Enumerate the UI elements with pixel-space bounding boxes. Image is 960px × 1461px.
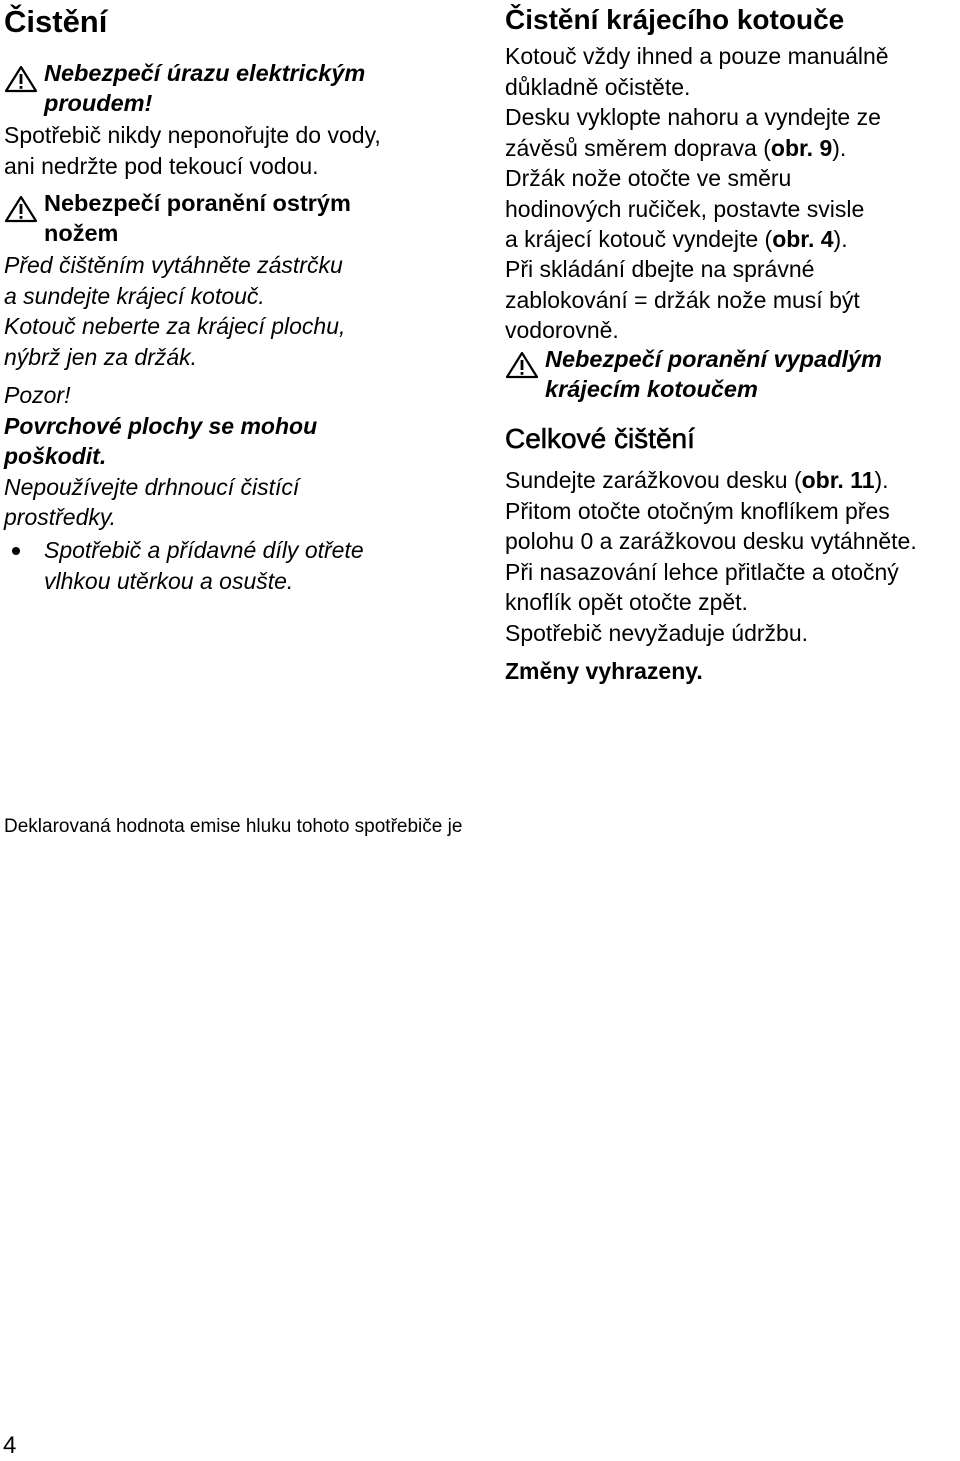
caution-bold-line: Povrchové plochy se mohou (4, 412, 318, 439)
falling-blade-warning (505, 344, 960, 404)
text-line: Spotřebič nevyžaduje údržbu. (505, 619, 809, 646)
warning-line: proudem! (44, 90, 153, 116)
caution-text-line: prostředky. (4, 504, 117, 530)
text-line: Při nasazování lehce přitlačte a otočný (505, 558, 899, 585)
general-cleaning-title: Celkové čištění (505, 423, 695, 454)
holder-text (505, 163, 960, 255)
warning-line: Nebezpečí poranění ostrým (44, 190, 351, 216)
text-line: nýbrž jen za držák. (4, 343, 198, 370)
text-fragment: ). (874, 467, 889, 493)
noise-emission-footnote: Deklarovaná hodnota emise hluku tohoto spotřebiče je (4, 816, 463, 837)
warning-line: krájecím kotoučem (545, 376, 758, 402)
text-line: Před čištěním vytáhněte zástrčku (4, 252, 343, 278)
page-number: 4 (3, 1432, 17, 1459)
warning-icon (4, 195, 38, 223)
text-line: Spotřebič a přídavné díly otřete (44, 537, 364, 563)
stop-plate-text (505, 465, 960, 648)
text-fragment: Sundejte zarážkovou desku ( (505, 467, 802, 493)
text-line: zablokování = držák nože musí být (505, 286, 860, 313)
text-line: a sundejte krájecí kotouč. (4, 282, 265, 309)
warning-icon (4, 65, 38, 93)
text-line: hodinových ručiček, postavte svisle (505, 195, 865, 222)
text-line: Spotřebič nikdy neponořujte do vody, (4, 122, 381, 148)
text-line: vodorovně. (505, 317, 619, 343)
page-title: Čistění (4, 4, 108, 39)
electric-shock-warning (4, 58, 504, 118)
text-line (505, 133, 960, 164)
text-line: Kotouč neberte za krájecí plochu, (4, 313, 346, 339)
text-fragment: a krájecí kotouč vyndejte ( (505, 226, 773, 252)
text-line: Desku vyklopte nahoru a vyndejte ze (505, 104, 881, 130)
text-fragment: ). (833, 226, 848, 252)
text-fragment: závěsů směrem doprava ( (505, 134, 771, 161)
text-line: ani nedržte pod tekoucí vodou. (4, 152, 319, 179)
text-line: Kotouč vždy ihned a pouze manuálně (505, 43, 889, 69)
figure-ref: obr. 9 (770, 134, 833, 161)
assembly-text (505, 254, 960, 346)
text-line: důkladně očistěte. (505, 73, 691, 100)
warning-line: Nebezpečí poranění vypadlým (545, 346, 882, 372)
caution-bold-line: poškodit. (4, 443, 107, 469)
figure-ref: obr. 4 (772, 226, 834, 252)
text-line: vlhkou utěrkou a osušte. (44, 567, 294, 594)
text-line: Při skládání dbejte na správné (505, 256, 815, 282)
text-line: polohu 0 a zarážkovou desku vytáhněte. (505, 528, 917, 554)
warning-icon (505, 351, 539, 379)
figure-ref: obr. 11 (801, 467, 875, 493)
caution-text-line: Nepoužívejte drhnoucí čistící (4, 473, 300, 500)
bullet-icon (12, 547, 20, 555)
text-line: knoflík opět otočte zpět. (505, 589, 748, 615)
plate-text (505, 102, 960, 163)
closing-note: Změny vyhrazeny. (505, 658, 703, 684)
text-line: Přitom otočte otočným knoflíkem přes (505, 497, 890, 524)
warning-line: nožem (44, 220, 119, 246)
before-cleaning-text (4, 250, 474, 372)
caution-block (4, 380, 474, 533)
warning-line: Nebezpečí úrazu elektrickým (44, 60, 366, 86)
wipe-bullet (4, 535, 514, 596)
blade-clean-text (505, 41, 960, 102)
text-line (505, 224, 960, 255)
blade-cleaning-title: Čistění krájecího kotouče (505, 4, 845, 35)
text-line (505, 465, 960, 496)
no-water-text (4, 120, 474, 181)
sharp-knife-warning (4, 188, 504, 248)
text-line: Držák nože otočte ve směru (505, 165, 792, 191)
caution-label: Pozor! (4, 382, 71, 408)
text-fragment: ). (832, 134, 847, 161)
